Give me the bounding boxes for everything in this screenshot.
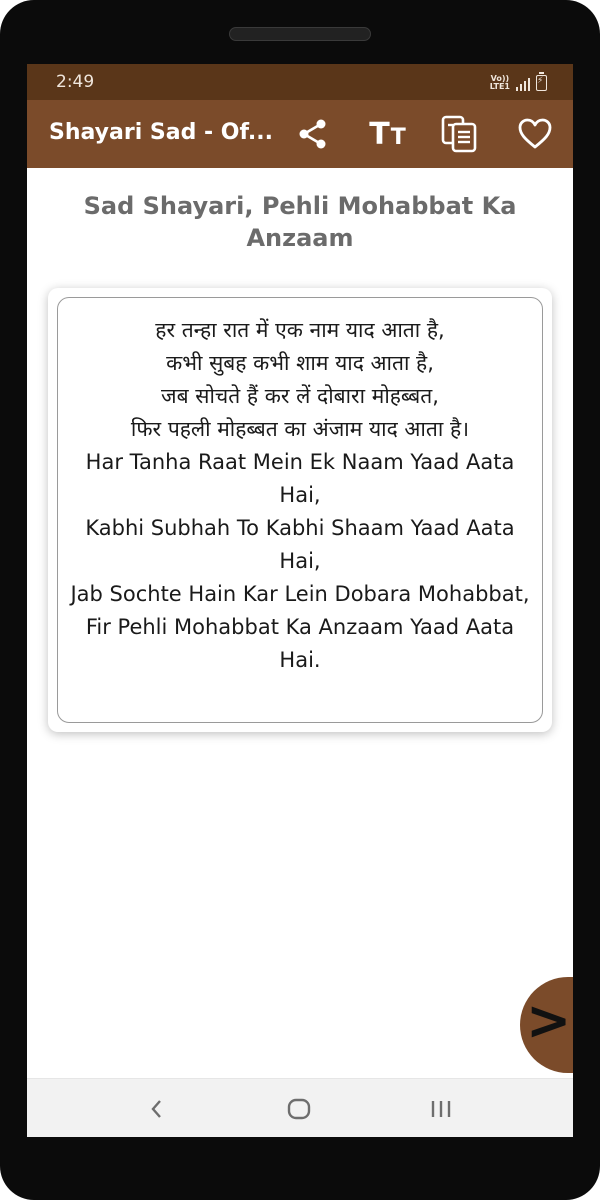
poem-line: हर तन्हा रात में एक नाम याद आता है, xyxy=(155,318,445,342)
app-title: Shayari Sad - Of... xyxy=(49,120,273,145)
signal-icon xyxy=(516,77,530,91)
favorite-icon xyxy=(517,117,553,151)
back-button[interactable] xyxy=(137,1091,177,1127)
share-icon xyxy=(296,117,330,151)
copy-icon xyxy=(440,114,480,154)
status-icons xyxy=(490,73,547,91)
poem-line: Har Tanha Raat Mein Ek Naam Yaad Aata Hai, xyxy=(85,450,515,507)
shayari-card xyxy=(48,288,552,732)
back-icon xyxy=(147,1097,167,1121)
system-nav-bar xyxy=(27,1078,573,1137)
status-time: 2:49 xyxy=(56,72,95,92)
battery-charging-icon xyxy=(536,75,547,91)
poem-line: Kabhi Subhah To Kabhi Shaam Yaad Aata Hai, xyxy=(85,516,515,573)
recents-button[interactable] xyxy=(421,1091,461,1127)
home-button[interactable] xyxy=(279,1091,319,1127)
share-button[interactable] xyxy=(293,114,333,154)
poem-line: कभी सुबह कभी शाम याद आता है, xyxy=(166,351,434,375)
shayari-heading: Sad Shayari, Pehli Mohabbat Ka Anzaam xyxy=(83,192,517,252)
chevron-right-icon: > xyxy=(526,989,572,1052)
recents-icon xyxy=(428,1097,454,1121)
content-area xyxy=(27,168,573,1078)
poem-line: Fir Pehli Mohabbat Ka Anzaam Yaad Aata Hai. xyxy=(85,615,515,672)
home-icon xyxy=(286,1097,312,1121)
text-size-button[interactable] xyxy=(366,114,410,154)
shayari-text-box xyxy=(57,297,543,723)
screen xyxy=(27,64,573,1137)
poem-line: जब सोचते हैं कर लें दोबारा मोहब्बत, xyxy=(161,384,439,408)
status-bar xyxy=(27,64,573,100)
speaker-grille xyxy=(229,27,371,41)
favorite-button[interactable] xyxy=(515,114,555,154)
copy-button[interactable] xyxy=(440,114,480,154)
poem-line: फिर पहली मोहब्बत का अंजाम याद आता है। xyxy=(130,417,470,441)
text-size-icon: TT xyxy=(369,116,407,152)
volte-lte-icon: Vo)) LTE1 xyxy=(489,74,510,91)
app-bar xyxy=(27,100,573,168)
poem-line: Jab Sochte Hain Kar Lein Dobara Mohabbat, xyxy=(70,582,530,606)
